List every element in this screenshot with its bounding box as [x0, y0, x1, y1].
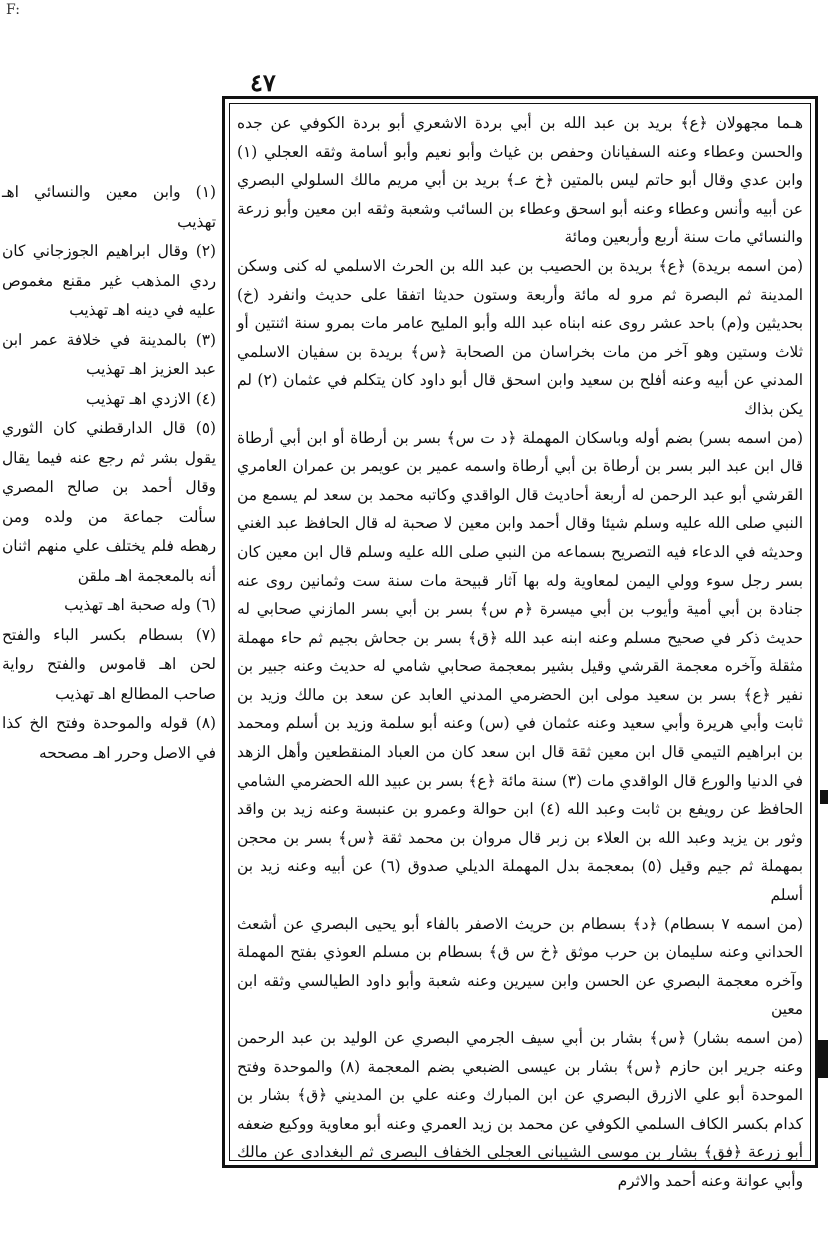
margin-note: (١) وابن معين والنسائي اهـ تهذيب	[2, 183, 216, 231]
corner-mark: F:	[6, 2, 20, 18]
text-frame	[222, 96, 818, 1190]
margin-note: (٢) وقال ابراهيم الجوزجاني كان ردي المذهب غير مقنع مغموص عليه في دينه اهـ تهذيب	[2, 242, 216, 319]
main-paragraph: (من اسمه ٧ بسطام) ﴿د﴾ بسطام بن حريث الاصفر بالفاء أبو يحيى البصري عن أشعث الحداني وعنه سليمان بن حرب موثق ﴿خ س ق﴾ بسطام بن مسلم العوذي بفتح المهملة وآخره معجمة البصري عن الحسن وابن سيرين وعنه شعبة وأبو داود الطيالسي وثقه ابن معين	[237, 914, 803, 1019]
margin-note: (٥) قال الدارقطني كان الثوري يقول بشر ثم رجع عنه فيما يقال وقال أحمد بن صالح المصري سألت جماعة من ولده ومن رهطه فلم يختلف علي منهم اثنان أنه بالمعجمة اهـ ملقن	[2, 419, 216, 585]
page-number: ٤٧	[250, 68, 276, 97]
margin-note: (٦) وله صحبة اهـ تهذيب	[64, 596, 216, 614]
scan-edge-mark	[818, 1040, 828, 1078]
margin-note: (٨) قوله والموحدة وفتح الخ كذا في الاصل وحرر اهـ مصححه	[2, 714, 216, 762]
margin-note: (٣) بالمدينة في خلافة عمر ابن عبد العزيز اهـ تهذيب	[2, 330, 216, 378]
main-paragraph: (من اسمه بشار) ﴿س﴾ بشار بن أبي سيف الجرمي البصري عن الوليد بن عبد الرحمن وعنه جرير ابن حازم ﴿س﴾ بشار بن عيسى الضبعي بضم المعجمة (٨) والموحدة وفتح الموحدة أبو علي الازرق البصري عن ابن المبارك وعنه علي بن المديني ﴿ق﴾ بشار بن كدام بكسر الكاف السلمي الكوفي عن محمد بن زيد العمري وعنه أبو معاوية ووكيع ضعفه أبو زرعة ﴿فق﴾ بشار بن موسى الشيباني العجلي الخفاف البصري ثم البغدادي عن مالك وأبي عوانة وعنه أحمد والاثرم	[237, 1029, 803, 1190]
margin-notes	[2, 178, 216, 768]
margin-note: (٧) بسطام بكسر الباء والفتح لحن اهـ قاموس والفتح رواية صاحب المطالع اهـ تهذيب	[2, 625, 216, 703]
main-text-block	[237, 109, 803, 1190]
main-paragraph: هـما مجهولان ﴿ع﴾ بريد بن عبد الله بن أبي بردة الاشعري أبو بردة الكوفي عن جده والحسن وعطاء وعنه السفيانان وحفص بن غياث وأبو نعيم وأبو أسامة وثقه العجلي (١) وابن عدي وقال أبو حاتم ليس بالمتين ﴿خ عـ﴾ بريد بن أبي مريم مالك السلولي البصري عن أبيه وأنس وعطاء وعنه أبو اسحق وعطاء بن السائب وشعبة وثقه ابن معين وأبو زرعة والنسائي مات سنة أربع وأربعين ومائة	[237, 114, 803, 247]
main-paragraph: (من اسمه بريدة) ﴿ع﴾ بريدة بن الحصيب بن عبد الله بن الحرث الاسلمي له كنى وسكن المدينة ثم البصرة ثم مرو له مائة وأربعة وستون حديثا اتفقا على حديث وانفرد (خ) بحديثين و(م) باحد عشر روى عنه ابناه عبد الله وأبو المليح عامر مات بمرو سنة اثنتين أو ثلاث وستين وهو آخر من مات بخراسان من الصحابة ﴿س﴾ بريدة بن سفيان الاسلمي المدني عن أبيه وعنه أفلح بن سعيد وابن اسحق قال أبو داود كان يتكلم في عثمان (٢) لم يكن بذاك	[237, 256, 803, 418]
main-paragraph: (من اسمه بسر) بضم أوله وباسكان المهملة ﴿د ت س﴾ بسر بن أرطاة أو ابن أبي أرطاة قال ابن عبد البر بسر بن أرطاة بن أبي أرطاة واسمه عمير بن عويمر بن عمران العامري القرشي أبو عبد الرحمن له أربعة أحاديث قال الواقدي وكاتبه محمد بن سعد لم يسمع من النبي صلى الله عليه وسلم شيئا وقال أحمد وابن معين لا صحبة له قال الحافظ عبد الغني وحديثه في الدعاء فيه التصريح بسماعه من النبي صلى الله عليه وسلم قال ابن معين كان بسر رجل سوء وولي اليمن لمعاوية وله بها آثار قبيحة مات سنة ست وثمانين روى عنه جنادة بن أبي أمية وأيوب بن أبي ميسرة ﴿م س﴾ بسر بن أبي بسر المازني صحابي له حديث ذكر في صحيح مسلم وعنه ابنه عبد الله ﴿ق﴾ بسر بن جحاش بجيم ثم حاء مهملة مثقلة وآخره معجمة القرشي وقيل بشير بمعجمة صحابي شامي له حديث وعنه جبير بن نفير ﴿ع﴾ بسر بن سعيد مولى ابن الحضرمي المدني العابد عن سعد بن مالك وزيد بن ثابت وأبي هريرة وأبي سعيد وعنه عثمان في (س) وعنه أبو سلمة وزيد بن أسلم ومحمد بن ابراهيم التيمي قال ابن معين ثقة قال ابن سعد كان من العباد المنقطعين وأهل الزهد في الدنيا والورع قال الواقدي مات (٣) سنة مائة ﴿ع﴾ بسر بن عبيد الله الحضرمي الشامي الحافظ عن رويفع بن ثابت وعبد الله (٤) ابن حوالة وعمرو بن عنبسة وعنه زيد بن واقد وثور بن يزيد وعبد الله بن العلاء بن زبر قال مروان بن محمد ثقة ﴿س﴾ بسر بن محجن بمهملة ثم جيم وقيل (٥) بمعجمة بدل المهملة الديلي صدوق (٦) عن أبيه وعنه زيد بن أسلم	[237, 428, 803, 905]
scan-edge-mark	[820, 790, 828, 804]
margin-note: (٤) الازدي اهـ تهذيب	[85, 389, 216, 408]
